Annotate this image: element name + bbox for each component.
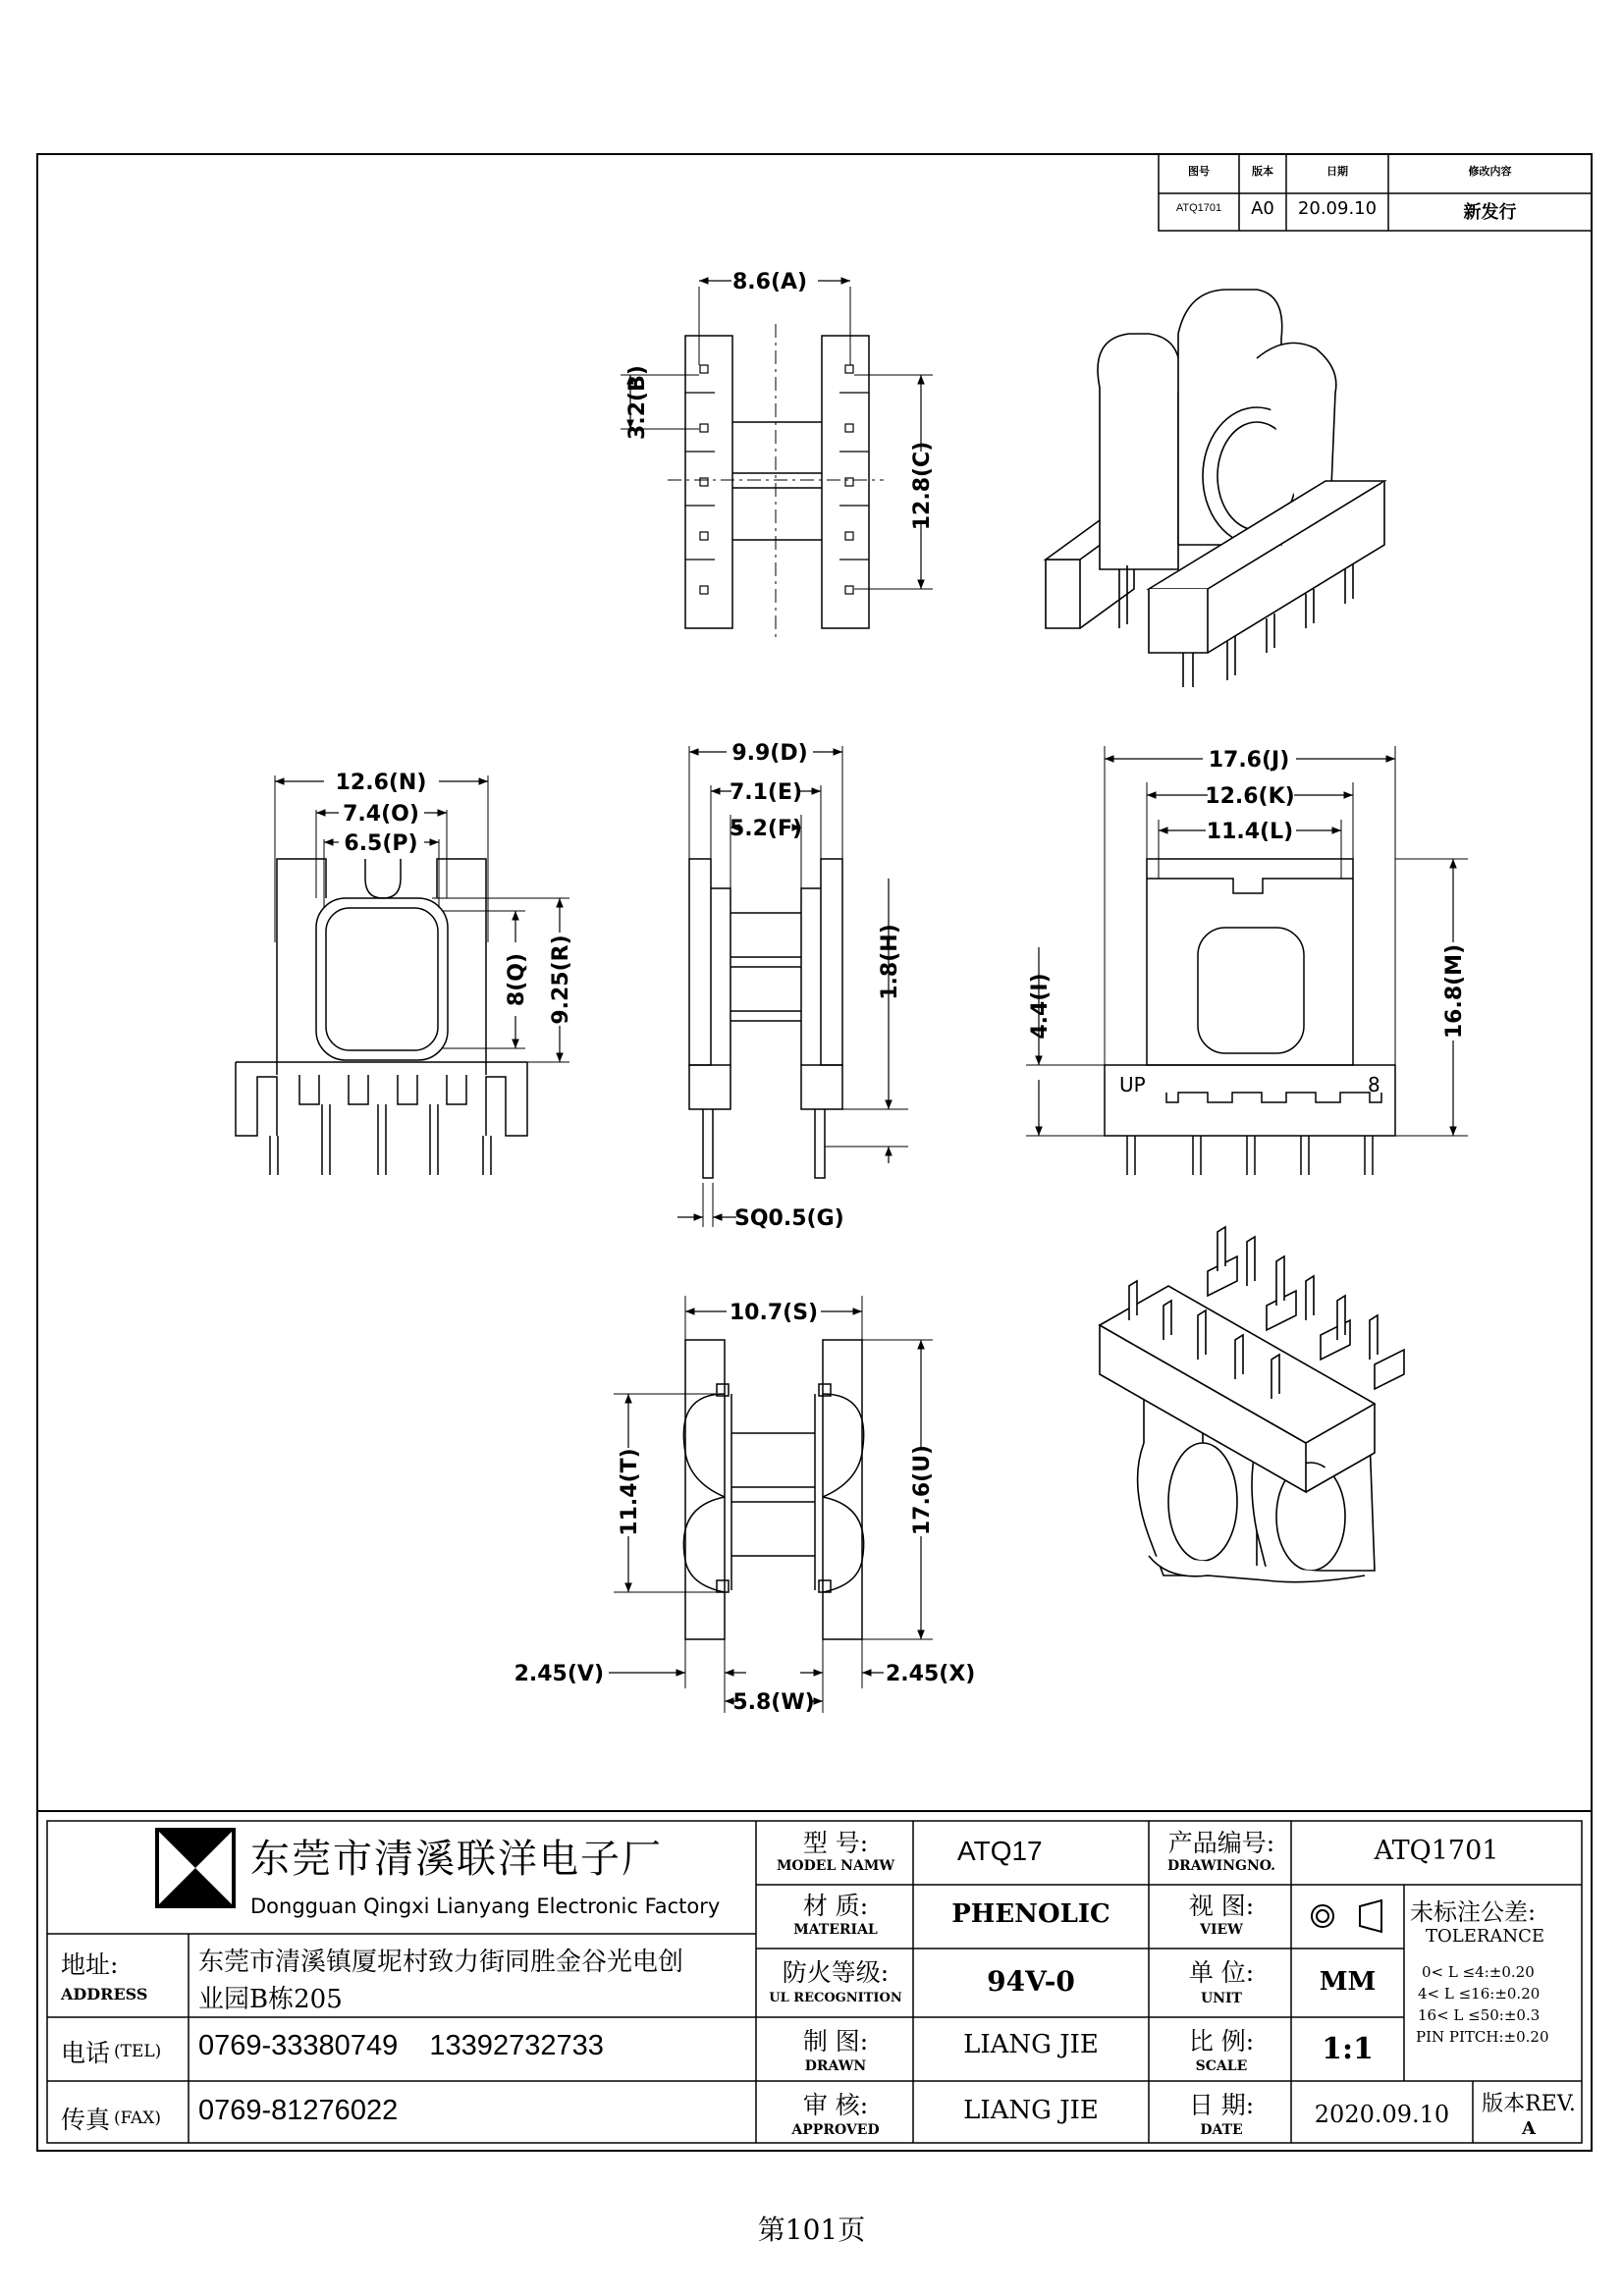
model-value: ATQ17: [957, 1836, 1043, 1866]
dim-h: 1.8(H): [878, 924, 902, 1000]
date-label-cn: 日 期:: [1188, 2091, 1255, 2119]
tolerance-label-cn: 未标注公差:: [1410, 1898, 1537, 1926]
dim-c: 12.8(C): [910, 441, 935, 531]
material-label-en: MATERIAL: [793, 1922, 878, 1938]
dim-f: 5.2(F): [729, 817, 803, 841]
dim-o: 7.4(O): [343, 802, 419, 827]
rev-date: 20.09.10: [1297, 198, 1378, 219]
dim-p: 6.5(P): [344, 831, 418, 856]
unit-label-en: UNIT: [1201, 1991, 1242, 2006]
material-value: PHENOLIC: [951, 1899, 1110, 1929]
marking-up: UP: [1119, 1073, 1146, 1096]
dim-i: 4.4(I): [1028, 973, 1053, 1040]
view-label-cn: 视 图:: [1188, 1892, 1255, 1920]
marking-pin8: 8: [1368, 1073, 1380, 1096]
dim-g: SQ0.5(G): [734, 1206, 844, 1231]
tel-label-cn: 电话: [61, 2039, 111, 2067]
tolerance-label-en: TOLERANCE: [1426, 1926, 1545, 1947]
drawn-value: LIANG JIE: [963, 2030, 1099, 2059]
page-footer: 第101页: [757, 2214, 866, 2246]
rev-version: A0: [1251, 198, 1274, 219]
rev-header-version: 版本: [1252, 165, 1273, 178]
dim-w: 5.8(W): [732, 1690, 815, 1715]
dim-l: 11.4(L): [1206, 820, 1294, 844]
fire-label-en: UL RECOGNITION: [769, 1991, 902, 2005]
address-label-en: ADDRESS: [61, 1985, 148, 2003]
approved-label-en: APPROVED: [791, 2122, 880, 2138]
tolerance-line1: 0< L ≤4:±0.20: [1422, 1963, 1535, 1981]
dim-k: 12.6(K): [1205, 784, 1295, 809]
address-line2: 业园B栋205: [198, 1985, 343, 2014]
approved-value: LIANG JIE: [963, 2096, 1099, 2125]
rev-content: 新发行: [1463, 202, 1517, 223]
dim-a: 8.6(A): [732, 270, 808, 294]
fax-label-cn: 传真: [61, 2106, 111, 2134]
tel-value: 0769-33380749 13392732733: [198, 2030, 604, 2061]
fire-label-cn: 防火等级:: [782, 1958, 890, 1987]
fire-value: 94V-0: [987, 1965, 1075, 1998]
dim-e: 7.1(E): [729, 780, 803, 805]
company-name-cn: 东莞市清溪联洋电子厂: [250, 1837, 663, 1882]
unit-value: MM: [1319, 1967, 1377, 1997]
tolerance-line3: 16< L ≤50:±0.3: [1418, 2006, 1541, 2024]
date-value: 2020.09.10: [1314, 2101, 1450, 2128]
fax-value: 0769-81276022: [198, 2095, 399, 2126]
scale-label-cn: 比 例:: [1188, 2027, 1255, 2056]
tel-label-en: (TEL): [114, 2042, 162, 2061]
dim-v: 2.45(V): [514, 1662, 604, 1686]
company-name-en: Dongguan Qingxi Lianyang Electronic Factory: [250, 1895, 721, 1918]
rev-header-drawing-no: 图号: [1188, 165, 1210, 178]
rev-label: 版本REV.: [1482, 2092, 1576, 2116]
drawing-no-value: ATQ1701: [1374, 1836, 1499, 1866]
dim-s: 10.7(S): [729, 1301, 819, 1325]
dim-b: 3.2(B): [625, 365, 650, 440]
tolerance-line2: 4< L ≤16:±0.20: [1418, 1985, 1541, 2002]
model-label-cn: 型 号:: [802, 1829, 869, 1857]
dim-j: 17.6(J): [1208, 748, 1290, 773]
drawn-label-cn: 制 图:: [802, 2027, 869, 2056]
unit-label-cn: 单 位:: [1188, 1958, 1255, 1987]
scale-label-en: SCALE: [1195, 2058, 1248, 2074]
material-label-cn: 材 质:: [802, 1892, 869, 1920]
drawn-label-en: DRAWN: [804, 2058, 867, 2074]
drawing-no-label-cn: 产品编号:: [1167, 1829, 1275, 1857]
address-line1: 东莞市清溪镇厦坭村致力街同胜金谷光电创: [198, 1948, 684, 1977]
rev-value: A: [1522, 2118, 1536, 2139]
dim-m: 16.8(M): [1442, 943, 1467, 1040]
approved-label-cn: 审 核:: [802, 2091, 869, 2119]
dim-u: 17.6(U): [910, 1444, 935, 1536]
dim-t: 11.4(T): [618, 1448, 642, 1536]
address-label-cn: 地址:: [61, 1950, 119, 1979]
rev-drawing-no: ATQ1701: [1175, 202, 1222, 214]
dim-d: 9.9(D): [731, 741, 808, 766]
scale-value: 1:1: [1322, 2032, 1374, 2066]
drawing-no-label-en: DRAWINGNO.: [1166, 1858, 1275, 1874]
date-label-en: DATE: [1200, 2122, 1243, 2138]
dim-q: 8(Q): [505, 952, 529, 1007]
rev-header-date: 日期: [1326, 165, 1348, 178]
rev-header-content: 修改内容: [1468, 165, 1512, 178]
view-label-en: VIEW: [1200, 1922, 1243, 1938]
fax-label-en: (FAX): [114, 2109, 161, 2128]
tolerance-line4: PIN PITCH:±0.20: [1416, 2028, 1549, 2046]
dim-r: 9.25(R): [549, 934, 573, 1025]
dim-x: 2.45(X): [886, 1662, 976, 1686]
model-label-en: MODEL NAMW: [776, 1858, 895, 1874]
dim-n: 12.6(N): [335, 771, 427, 795]
